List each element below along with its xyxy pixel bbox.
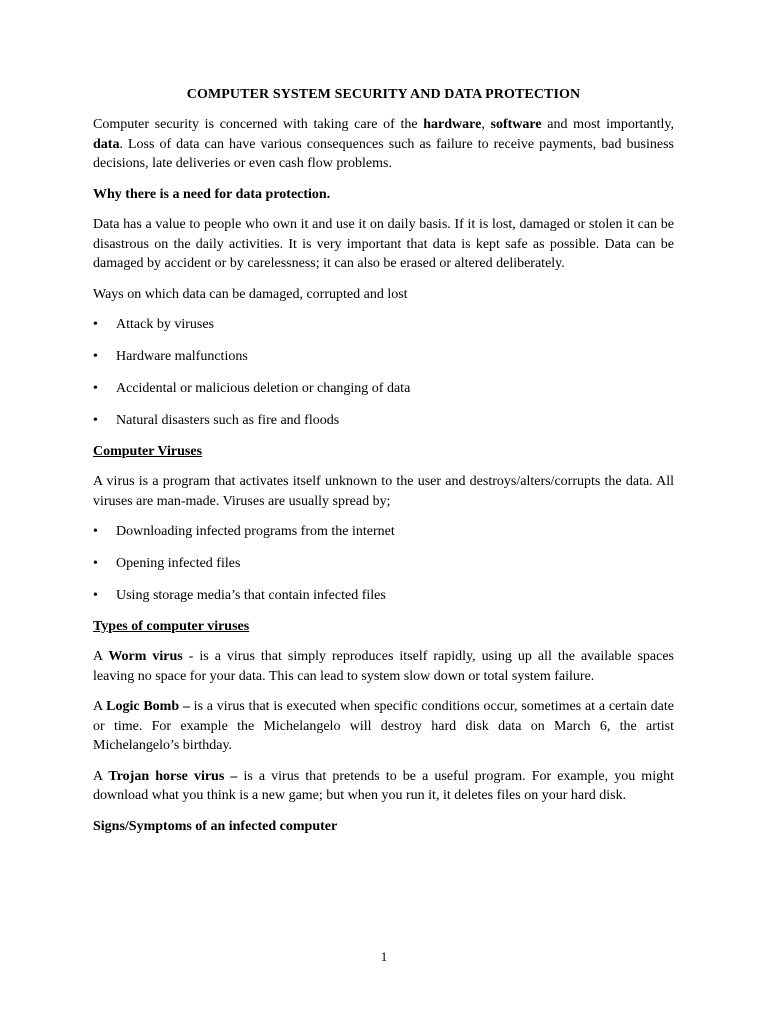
list-item-text: Natural disasters such as fire and floods — [116, 413, 340, 428]
bullet-icon: • — [93, 413, 98, 428]
bullet-icon: • — [93, 349, 98, 364]
trojan-horse-paragraph — [93, 767, 674, 806]
list-item — [93, 347, 674, 367]
need-paragraph: Data has a value to people who own it and use it on daily basis. If it is lost, damaged or stolen it can be disastrous on the daily activities. It is very important that data is kept safe as possible. Data can be damaged by accident or by carelessness; it can also be erased or altered deliberately. — [93, 217, 674, 271]
need-heading: Why there is a need for data protection. — [93, 186, 331, 202]
types-heading: Types of computer viruses — [93, 618, 250, 634]
list-item-text: Accidental or malicious deletion or changing of data — [116, 381, 411, 396]
bullet-icon: • — [93, 524, 98, 539]
type-text: - is a virus that simply reproduces itself rapidly, using up all the available spaces leaving no space for your data. This can lead to system slow down or total system failure. — [93, 649, 674, 684]
intro-bold-software: software — [490, 117, 542, 132]
spread-list — [93, 522, 674, 606]
list-item — [93, 315, 674, 335]
type-text: is a virus that is executed when specific conditions occur, sometimes at a certain date or time. For example the Michelangelo will destroy hard disk data on March 6, the artist Michelangelo’s birthday. — [93, 699, 674, 753]
type-name-worm: Worm virus — [108, 649, 183, 664]
list-item-text: Downloading infected programs from the internet — [116, 524, 395, 539]
list-item-text: Using storage media’s that contain infected files — [116, 588, 386, 603]
type-name-logic-bomb: Logic Bomb – — [106, 699, 190, 714]
list-item — [93, 554, 674, 574]
bullet-icon: • — [93, 588, 98, 603]
signs-heading: Signs/Symptoms of an infected computer — [93, 818, 338, 834]
list-item — [93, 586, 674, 606]
list-item — [93, 379, 674, 399]
intro-text-2: , — [481, 117, 491, 132]
list-item-text: Attack by viruses — [116, 317, 214, 332]
intro-text-4: . Loss of data can have various consequences such as failure to receive payments, bad business decisions, late deliveries or even cash flow problems. — [93, 136, 674, 171]
intro-text-3: and most importantly, — [541, 117, 674, 132]
viruses-heading: Computer Viruses — [93, 443, 203, 459]
intro-bold-hardware: hardware — [423, 117, 482, 132]
page-number: 1 — [380, 949, 388, 964]
type-text: is a virus that pretends to be a useful program. For example, you might download what you think is a new game; but when you run it, it deletes files on your hard disk. — [93, 768, 674, 803]
bullet-icon: • — [93, 381, 98, 396]
type-prefix: A — [93, 699, 107, 714]
list-item — [93, 522, 674, 542]
document-body — [93, 87, 674, 836]
type-name-trojan: Trojan horse virus – — [108, 768, 238, 784]
list-item-text: Opening infected files — [116, 556, 241, 571]
worm-virus-paragraph — [93, 647, 674, 686]
logic-bomb-paragraph — [93, 697, 674, 756]
intro-paragraph — [93, 115, 674, 174]
list-item-text: Hardware malfunctions — [116, 349, 248, 364]
viruses-paragraph: A virus is a program that activates itself unknown to the user and destroys/alters/corrupts the data. All viruses are man-made. Viruses are usually spread by; — [93, 474, 674, 509]
intro-text-1: Computer security is concerned with taking care of the — [93, 117, 424, 132]
bullet-icon: • — [93, 556, 98, 571]
ways-list — [93, 315, 674, 431]
type-prefix: A — [93, 768, 109, 784]
type-prefix: A — [93, 649, 109, 664]
bullet-icon: • — [93, 317, 98, 332]
document-title: COMPUTER SYSTEM SECURITY AND DATA PROTECTION — [186, 87, 581, 102]
ways-intro: Ways on which data can be damaged, corrupted and lost — [93, 286, 408, 302]
list-item — [93, 411, 674, 431]
intro-bold-data: data — [93, 136, 120, 152]
